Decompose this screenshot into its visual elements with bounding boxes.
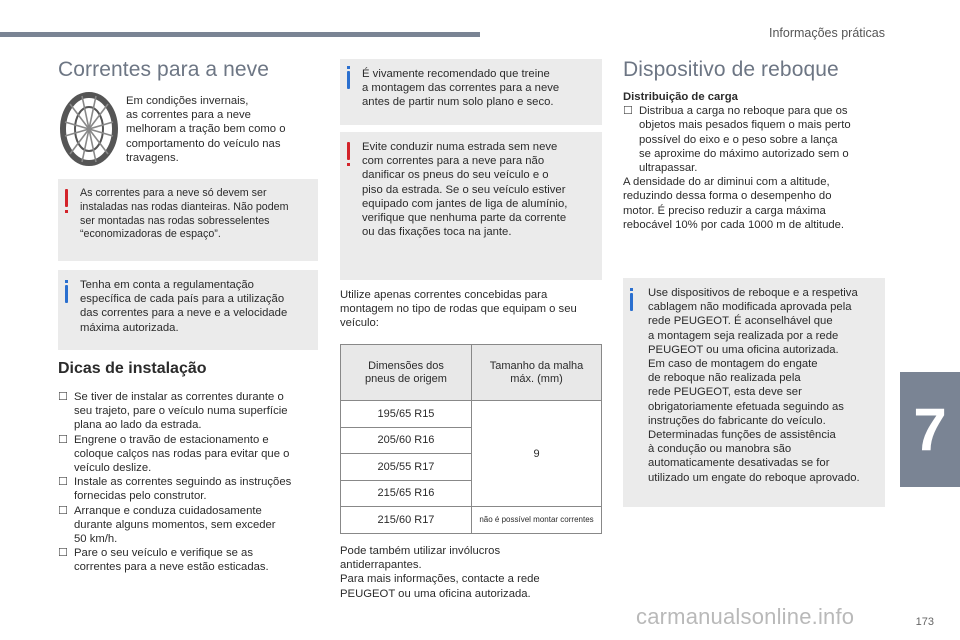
- info-icon: [347, 71, 350, 89]
- tip-item: ☐ Se tiver de instalar as correntes durante o seu trajeto, pare o veículo numa superfície plana ao lado da estrada.: [58, 391, 288, 432]
- page-number: 173: [915, 616, 934, 628]
- checkbox-icon: ☐: [58, 391, 68, 403]
- info-icon: [65, 285, 68, 303]
- tip-item: ☐ Pare o seu veículo e verifique se as correntes para a neve estão esticadas.: [58, 547, 269, 574]
- checkbox-icon: ☐: [58, 476, 68, 489]
- snow-chains-intro: Em condições invernais, as correntes para a neve melhoram a tração bem como o comportamento do veículo nas travagens.: [126, 95, 286, 164]
- load-distribution-text: Distribuição de carga ☐ Distribua a carga no reboque para que os objetos mais pesados fiquem o mais perto possível do eixo e o peso sobre a lança se aproxime do máximo autorizado sem o ultrapassar. A densidade do ar diminui com a altitude, reduzindo dessa forma o desempenho do motor. É preciso reduzir a carga máxima rebocável 10% por cada 1000 m de altitude.: [623, 91, 851, 231]
- installation-tips-title: Dicas de instalação: [58, 360, 207, 377]
- tip-item: ☐ Arranque e conduza cuidadosamente durante alguns momentos, sem exceder 50 km/h.: [58, 504, 276, 546]
- chapter-tab: 7: [900, 372, 960, 487]
- mesh-size-value: 9: [472, 401, 602, 507]
- checkbox-icon: ☐: [623, 105, 633, 118]
- table-header-row: [341, 345, 602, 401]
- table-row: 205/60 R16: [341, 427, 602, 454]
- warning-icon: [347, 142, 350, 160]
- checkbox-icon: ☐: [58, 433, 68, 446]
- table-row: 205/55 R17: [341, 454, 602, 481]
- snow-chain-tire-icon: [60, 92, 118, 166]
- warning-icon: [65, 189, 68, 207]
- table-header-mesh-size: Tamanho da malha máx. (mm): [472, 345, 602, 401]
- front-wheels-warning-box: As correntes para a neve só devem ser instaladas nas rodas dianteiras. Não podem ser montadas nas rodas sobresselentes “economizadoras de espaço”.: [58, 179, 318, 261]
- tip-item: ☐ Instale as correntes seguindo as instruções fornecidas pelo construtor.: [58, 476, 292, 503]
- tire-dimensions-table: [340, 344, 602, 534]
- table-row: 195/65 R15 9: [341, 401, 602, 428]
- header-bar: [0, 32, 480, 37]
- regulation-info-box: Tenha em conta a regulamentação específica de cada país para a utilização das correntes para a neve e a velocidade máxima autorizada.: [58, 270, 318, 350]
- section-title: Informações práticas: [768, 26, 885, 40]
- table-row: 215/65 R16: [341, 480, 602, 507]
- watermark: carmanualsonline.info: [636, 604, 855, 629]
- info-icon: [630, 293, 633, 311]
- chains-usage-text: Utilize apenas correntes concebidas para montagem no tipo de rodas que equipam o seu veículo:: [340, 289, 577, 330]
- no-snow-warning-box: Evite conduzir numa estrada sem neve com correntes para a neve para não danificar os pneus do seu veículo e o piso da estrada. Se o seu veículo estiver equipado com jantes de liga de alumínio, verifique que nenhuma parte da corrente ou das fixações toca na jante.: [340, 132, 602, 280]
- installation-tips-list: [58, 390, 320, 575]
- snow-chains-title: Correntes para a neve: [58, 58, 270, 81]
- tip-item: ☐ Engrene o travão de estacionamento e coloque calços nas rodas para evitar que o veículo deslize.: [58, 433, 290, 475]
- table-header-dimensions: Dimensões dos pneus de origem: [341, 345, 472, 401]
- checkbox-icon: ☐: [58, 547, 68, 560]
- practice-info-box: É vivamente recomendado que treine a montagem das correntes para a neve antes de partir num solo plano e seco.: [340, 59, 602, 125]
- anti-skid-text: Pode também utilizar invólucros antiderrapantes. Para mais informações, contacte a rede PEUGEOT ou uma oficina autorizada.: [340, 545, 540, 600]
- towing-device-title: Dispositivo de reboque: [623, 58, 839, 81]
- checkbox-icon: ☐: [58, 504, 68, 517]
- towbar-info-box: Use dispositivos de reboque e a respetiva cablagem não modificada aprovada pela rede PEUGEOT. É aconselhável que a montagem seja realizada por a rede PEUGEOT ou uma oficina autorizada. Em caso de montagem do engate de reboque não realizada pela rede PEUGEOT, esta deve ser obrigatoriamente efetuada seguindo as instruções do fabricante do veículo. Determinadas funções de assistência à condução ou manobra são automaticamente desativadas se for utilizado um engate do reboque aprovado.: [623, 278, 885, 507]
- table-row: 215/60 R17 não é possível montar correntes: [341, 507, 602, 534]
